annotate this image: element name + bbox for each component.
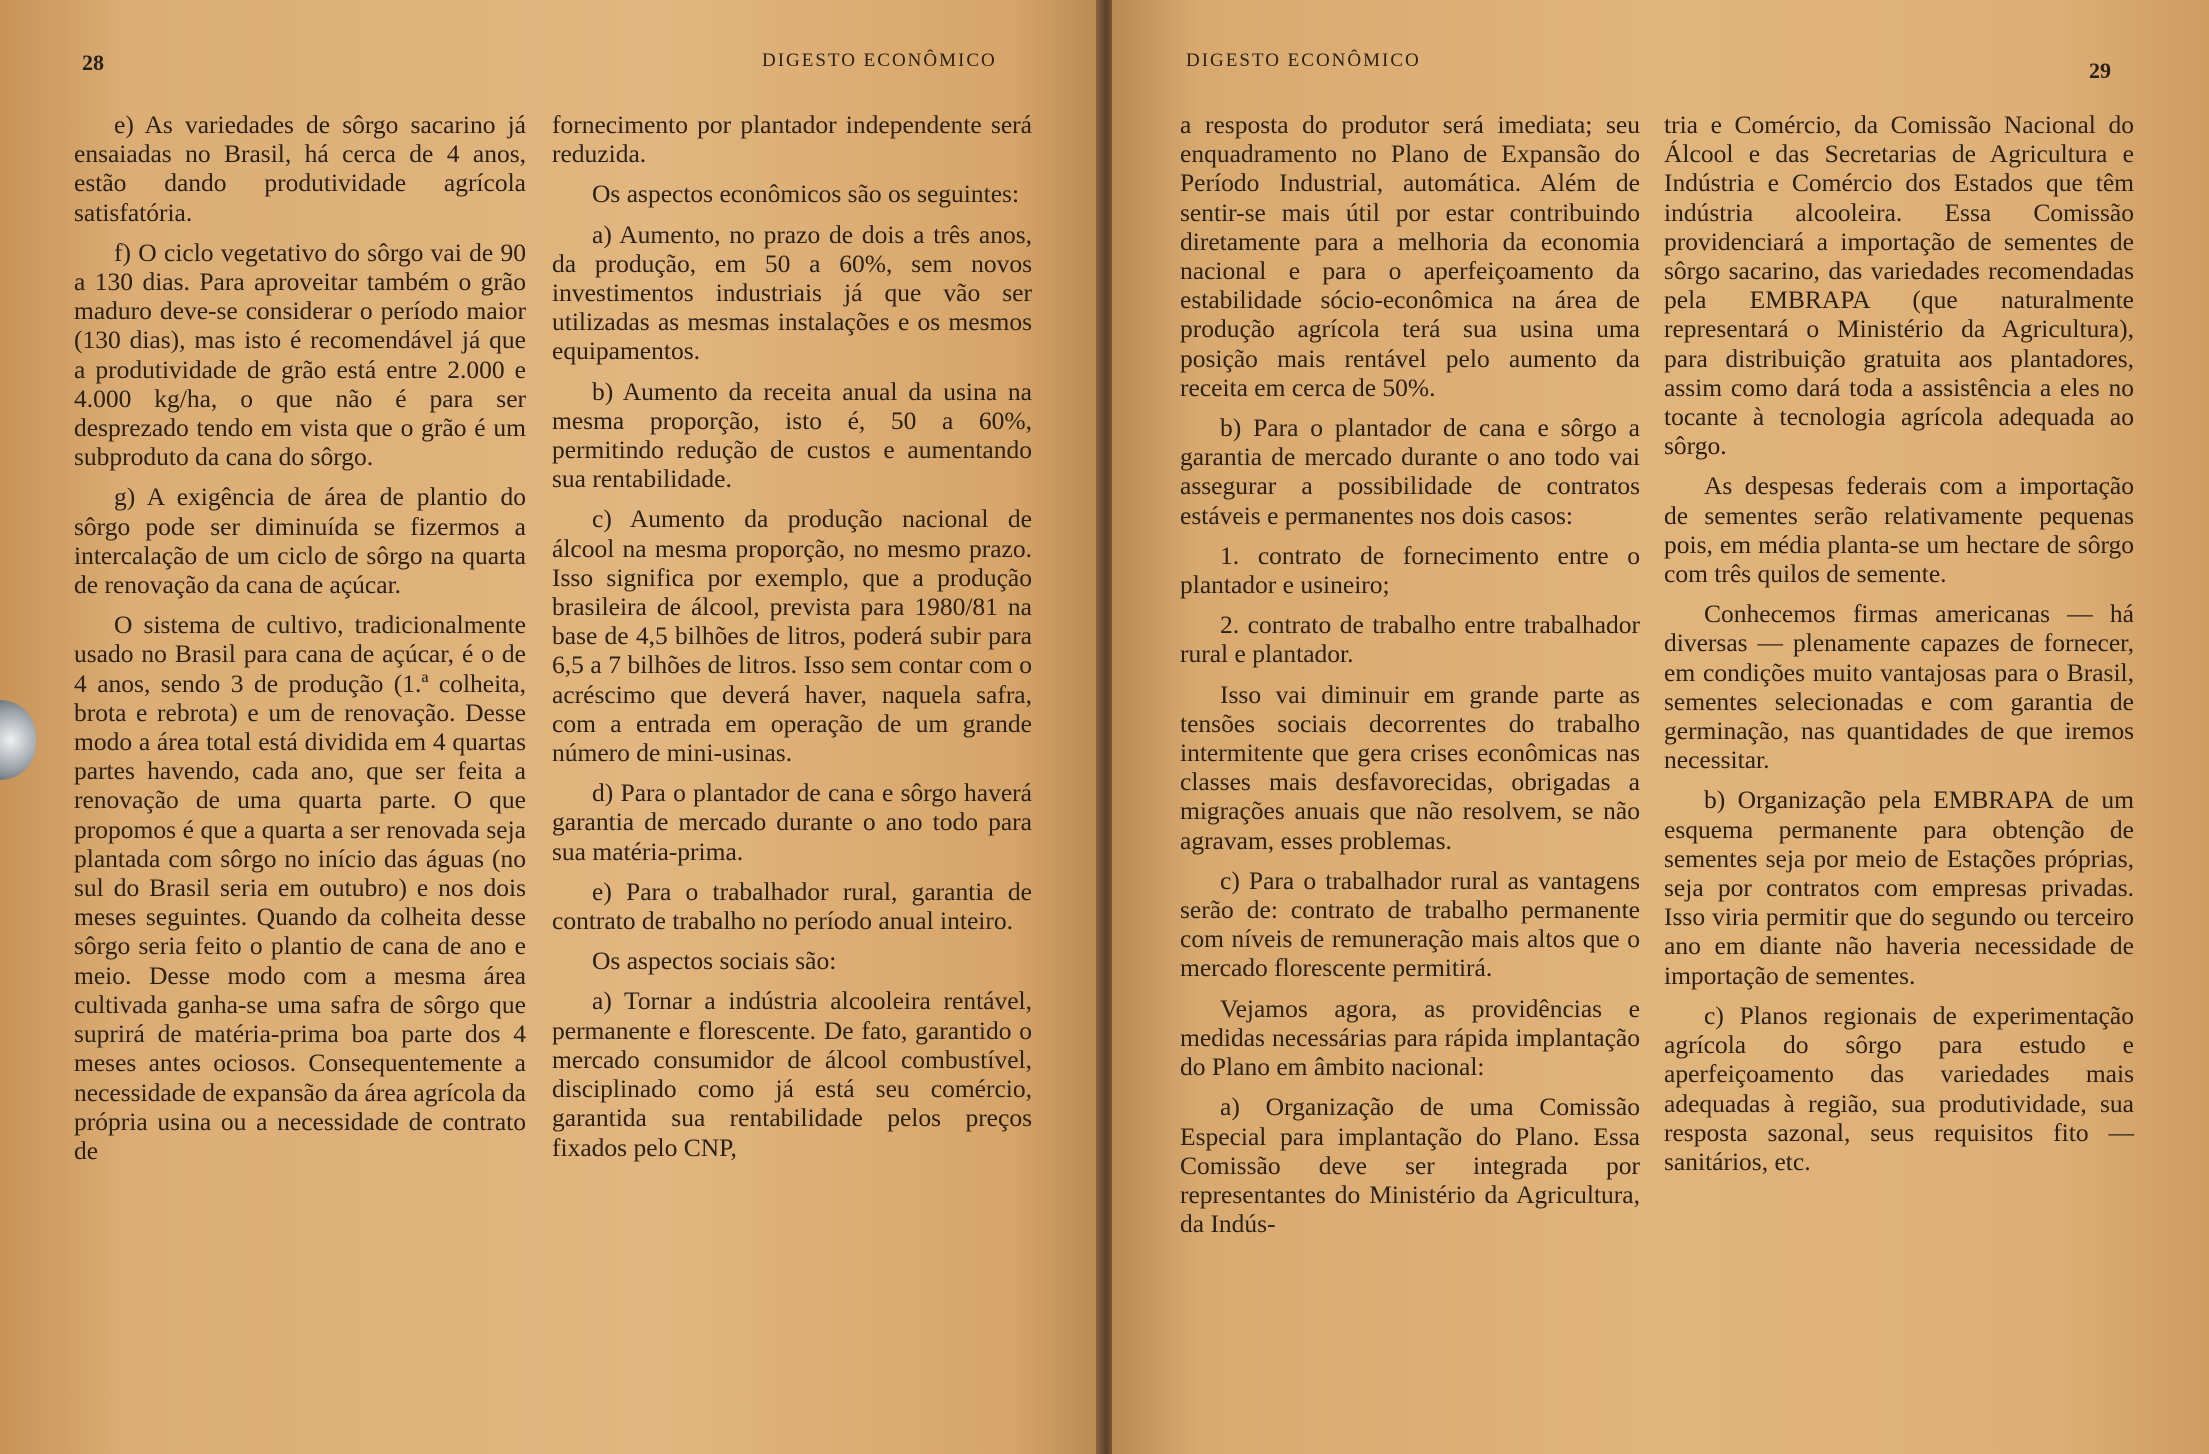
paragraph: O sistema de cultivo, tradicionalmente usado no Brasil para cana de açúcar, é o de 4 anos, sendo 3 de produção (1.ª colheita, brota e rebrota) e um de renovação. Desse modo a área total está dividida em 4 quartas partes havendo, cada ano, que ser feita a renovação de uma quarta parte. O que propomos é que a quarta a ser renovada seja plantada com sôrgo no início das águas (no sul do Brasil seria em outubro) e nos dois meses seguintes. Quando da colheita desse sôrgo seria feito o plantio de cana de ano e meio. Desse modo com a mesma área cultivada ganha-se uma safra de sôrgo que suprirá de matéria-prima boa parte dos 4 meses antes ociosos. Consequentemente a necessidade de expansão da área agrícola da própria usina ou a necessidade de contrato de xyxy=(74,610,526,1165)
right-column-2 xyxy=(1664,110,2134,1187)
paragraph: e) As variedades de sôrgo sacarino já ensaiadas no Brasil, há cerca de 4 anos, estão dando produtividade agrícola satisfatória. xyxy=(74,110,526,227)
paragraph: a) Organização de uma Comissão Especial para implantação do Plano. Essa Comissão deve ser integrada por representantes do Ministério da Agricultura, da Indús- xyxy=(1180,1092,1640,1239)
paragraph: b) Para o plantador de cana e sôrgo a garantia de mercado durante o ano todo vai assegurar a possibilidade de contratos estáveis e permanentes nos dois casos: xyxy=(1180,413,1640,530)
running-head: DIGESTO ECONÔMICO xyxy=(1186,50,1421,71)
paragraph: Os aspectos econômicos são os seguintes: xyxy=(592,179,1020,209)
paragraph: a) Aumento, no prazo de dois a três anos, da produção, em 50 a 60%, sem novos investimentos industriais já que vão ser utilizadas as mesmas instalações e os mesmos equipamentos. xyxy=(552,219,1032,366)
paragraph: f) O ciclo vegetativo do sôrgo vai de 90 a 130 dias. Para aproveitar também o grão maduro deve-se considerar o período maior (130 dias), mas isto é recomendável já que a produtividade de grão está entre 2.000 e 4.000 kg/ha, o que não é para ser desprezado tendo em vista que o grão é um subproduto da cana do sôrgo. xyxy=(74,237,526,472)
paragraph: d) Para o plantador de cana e sôrgo haverá garantia de mercado durante o ano todo para sua matéria-prima. xyxy=(552,778,1032,866)
right-page xyxy=(1112,0,2209,1454)
paragraph: tria e Comércio, da Comissão Nacional do Álcool e das Secretarias de Agricultura e Indústria e Comércio dos Estados que têm indústria alcooleira. Essa Comissão providenciará a importação de sementes de sôrgo sacarino, das variedades recomendadas pela EMBRAPA (que naturalmente representará o Ministério da Agricultura), para distribuição gratuita aos plantadores, assim como dará toda a assistência a eles no tocante à tecnologia agrícola adequada ao sôrgo. xyxy=(1664,110,2134,461)
left-page xyxy=(0,0,1100,1454)
left-column-1 xyxy=(74,110,526,1176)
paragraph: c) Aumento da produção nacional de álcool na mesma proporção, no mesmo prazo. Isso significa por exemplo, que a produção brasileira de álcool, prevista para 1980/81 na base de 4,5 bilhões de litros, poderá subir para 6,5 a 7 bilhões de litros. Isso sem contar com o acréscimo que deverá haver, naquela safra, com a entrada em operação de um grande número de mini-usinas. xyxy=(552,504,1032,768)
paragraph: b) Organização pela EMBRAPA de um esquema permanente para obtenção de sementes seja por meio de Estações próprias, seja por contratos com empresas privadas. Isso viria permitir que do segundo ou terceiro ano em diante não haveria necessidade de importação de sementes. xyxy=(1664,785,2134,990)
paragraph: g) A exigência de área de plantio do sôrgo pode ser diminuída se fizermos a intercalação de um ciclo de sôrgo na quarta de renovação da cana de açúcar. xyxy=(74,482,526,600)
paragraph: Conhecemos firmas americanas — há diversas — plenamente capazes de fornecer, em condições muito vantajosas para o Brasil, sementes selecionadas e com garantia de germinação, nas quantidades de que iremos necessitar. xyxy=(1664,599,2134,775)
paragraph: fornecimento por plantador independente será reduzida. xyxy=(552,110,1032,169)
page-number: 29 xyxy=(2089,58,2111,83)
paragraph: c) Planos regionais de experimentação agrícola do sôrgo para estudo e aperfeiçoamento das variedades mais adequadas à região, sua produtividade, sua resposta sazonal, seus requisitos fito — sanitários, etc. xyxy=(1664,1000,2134,1176)
paragraph: b) Aumento da receita anual da usina na mesma proporção, isto é, 50 a 60%, permitindo redução de custos e aumentando sua rentabilidade. xyxy=(552,376,1032,494)
page-number: 28 xyxy=(82,50,104,75)
paragraph: As despesas federais com a importação de sementes serão relativamente pequenas pois, em média planta-se um hectare de sôrgo com três quilos de semente. xyxy=(1664,471,2134,589)
paragraph: a) Tornar a indústria alcooleira rentável, permanente e florescente. De fato, garantido o mercado consumidor de álcool combustível, disciplinado como já está seu comércio, garantida sua rentabilidade pelos preços fixados pelo CNP, xyxy=(552,986,1032,1162)
paragraph: a resposta do produtor será imediata; seu enquadramento no Plano de Expansão do Período Industrial, automática. Além de sentir-se mais útil por estar contribuindo diretamente para a melhoria da economia nacional e para o aperfeiçoamento da estabilidade sócio-econômica na área de produção agrícola terá sua usina uma posição mais rentável pelo aumento da receita em cerca de 50%. xyxy=(1180,110,1640,402)
paragraph: Os aspectos sociais são: xyxy=(592,946,837,976)
paragraph: Vejamos agora, as providências e medidas necessárias para rápida implantação do Plano em âmbito nacional: xyxy=(1180,993,1640,1082)
paragraph: Isso vai diminuir em grande parte as tensões sociais decorrentes do trabalho intermitente que gera crises econômicas nas classes mais desfavorecidas, obrigadas a migrações anuais que não resolvem, se não agravam, esses problemas. xyxy=(1180,679,1640,855)
paragraph: c) Para o trabalhador rural as vantagens serão de: contrato de trabalho permanente com níveis de remuneração mais altos que o mercado florescente permitirá. xyxy=(1180,865,1640,983)
running-head: DIGESTO ECONÔMICO xyxy=(762,50,997,71)
paragraph: e) Para o trabalhador rural, garantia de contrato de trabalho no período anual inteiro. xyxy=(552,876,1032,936)
right-column-1 xyxy=(1180,110,1640,1249)
paragraph: 1. contrato de fornecimento entre o plantador e usineiro; xyxy=(1180,540,1640,600)
paragraph: 2. contrato de trabalho entre trabalhador rural e plantador. xyxy=(1180,610,1640,669)
left-column-2 xyxy=(552,110,1032,1173)
